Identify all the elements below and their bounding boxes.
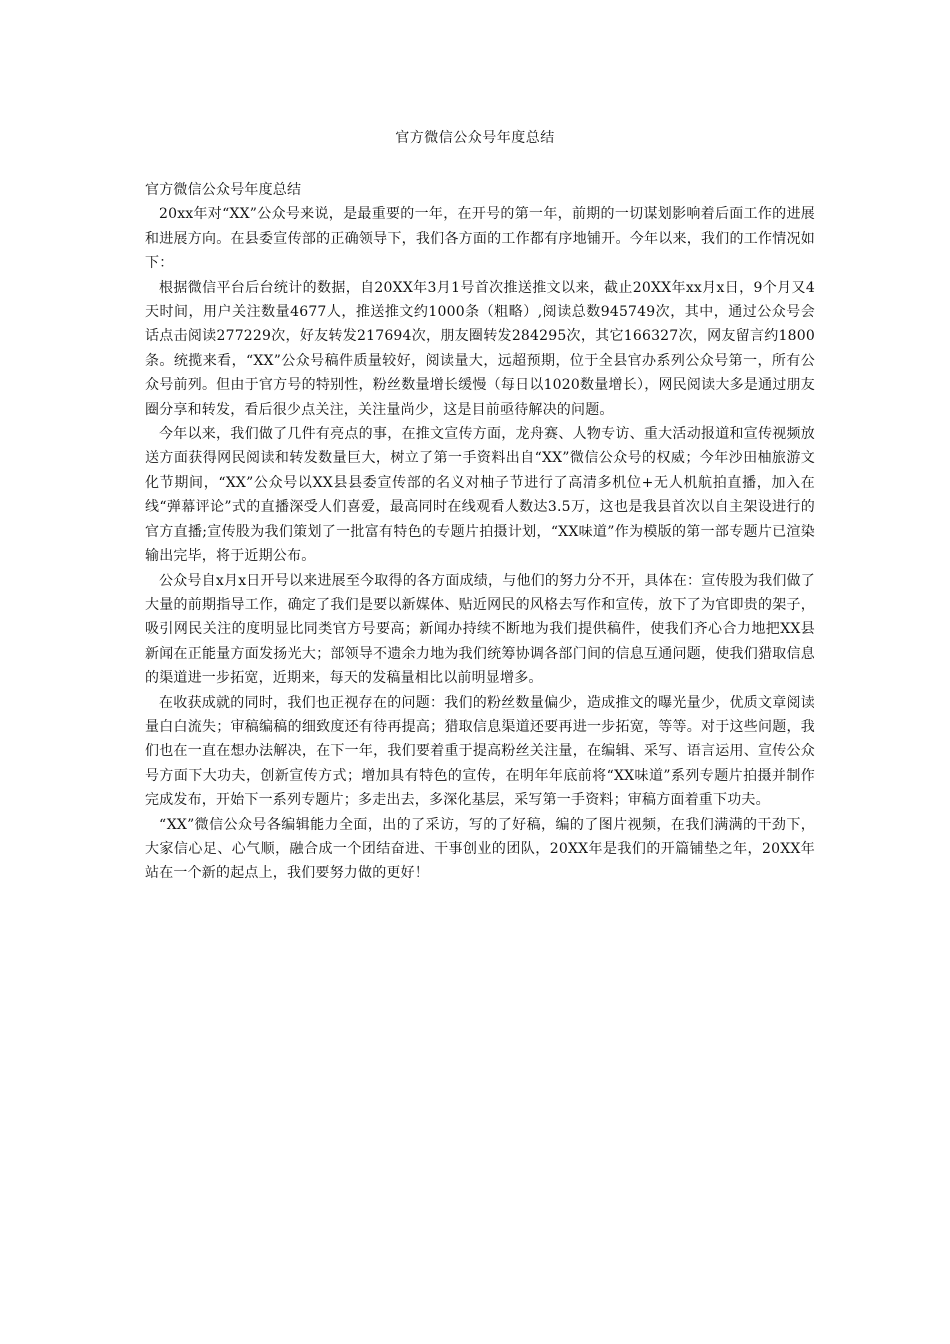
paragraph-conclusion: “XX”微信公众号各编辑能力全面，出的了采访，写的了好稿，编的了图片视频，在我们满满的干劲下，大家信心足、心气顺，融合成一个团结奋进、干事创业的团队，20XX年是我们的开篇铺垫之年，20XX年站在一个新的起点上，我们要努力做的更好！	[145, 816, 815, 882]
paragraph-highlights: 今年以来，我们做了几件有亮点的事，在推文宣传方面，龙舟赛、人物专访、重大活动报道和宣传视频放送方面获得网民阅读和转发数量巨大，树立了第一手资料出自“XX”微信公众号的权威；今年沙田柚旅游文化节期间，“XX”公众号以XX县县委宣传部的名义对柚子节进行了高清多机位+无人机航拍直播，加入在线“弹幕评论”式的直播深受人们喜爱，最高同时在线观看人数达3.5万，这也是我县首次以自主架设进行的官方直播;宣传股为我们策划了一批富有特色的专题片拍摄计划，“XX味道”作为模版的第一部专题片已渲染输出完毕，将于近期公布。	[145, 426, 815, 565]
document-body	[145, 178, 815, 886]
paragraph-achievements: 公众号自x月x日开号以来进展至今取得的各方面成绩，与他们的努力分不开，具体在：宣传股为我们做了大量的前期指导工作，确定了我们是要以新媒体、贴近网民的风格去写作和宣传，放下了为官即贵的架子，吸引网民关注的度明显比同类官方号要高；新闻办持续不断地为我们提供稿件，使我们齐心合力地把XX县新闻在正能量方面发扬光大；部领导不遗余力地为我们统筹协调各部门间的信息互通问题，使我们猎取信息的渠道进一步拓宽，近期来，每天的发稿量相比以前明显增多。	[145, 572, 815, 687]
paragraph-intro: 20xx年对“XX”公众号来说，是最重要的一年，在开号的第一年，前期的一切谋划影响着后面工作的进展和进展方向。在县委宣传部的正确领导下，我们各方面的工作都有序地铺开。今年以来，我们的工作情况如下：	[145, 206, 815, 272]
document-subtitle: 官方微信公众号年度总结	[145, 182, 302, 198]
paragraph-statistics: 根据微信平台后台统计的数据，自20XX年3月1号首次推送推文以来，截止20XX年xx月x日，9个月又4天时间，用户关注数量4677人，推送推文约1000条（粗略）,阅读总数945749次，其中，通过公众号会话点击阅读277229次，好友转发217694次，朋友圈转发284295次，其它166327次，网友留言约1800条。统揽来看，“XX”公众号稿件质量较好，阅读量大，远超预期，位于全县官办系列公众号第一，所有公众号前列。但由于官方号的特别性，粉丝数量增长缓慢（每日以1020数量增长），网民阅读大多是通过朋友圈分享和转发，看后很少点关注，关注量尚少，这是目前亟待解决的问题。	[145, 279, 815, 418]
paragraph-problems: 在收获成就的同时，我们也正视存在的问题：我们的粉丝数量偏少，造成推文的曝光量少，优质文章阅读量白白流失；审稿编稿的细致度还有待再提高；猎取信息渠道还要再进一步拓宽，等等。对于这些问题，我们也在一直在想办法解决，在下一年，我们要着重于提高粉丝关注量，在编辑、采写、语言运用、宣传公众号方面下大功夫，创新宣传方式；增加具有特色的宣传，在明年年底前将“XX味道”系列专题片拍摄并制作完成发布，开始下一系列专题片；多走出去，多深化基层，采写第一手资料；审稿方面着重下功夫。	[145, 694, 815, 809]
document-title: 官方微信公众号年度总结	[395, 130, 555, 146]
